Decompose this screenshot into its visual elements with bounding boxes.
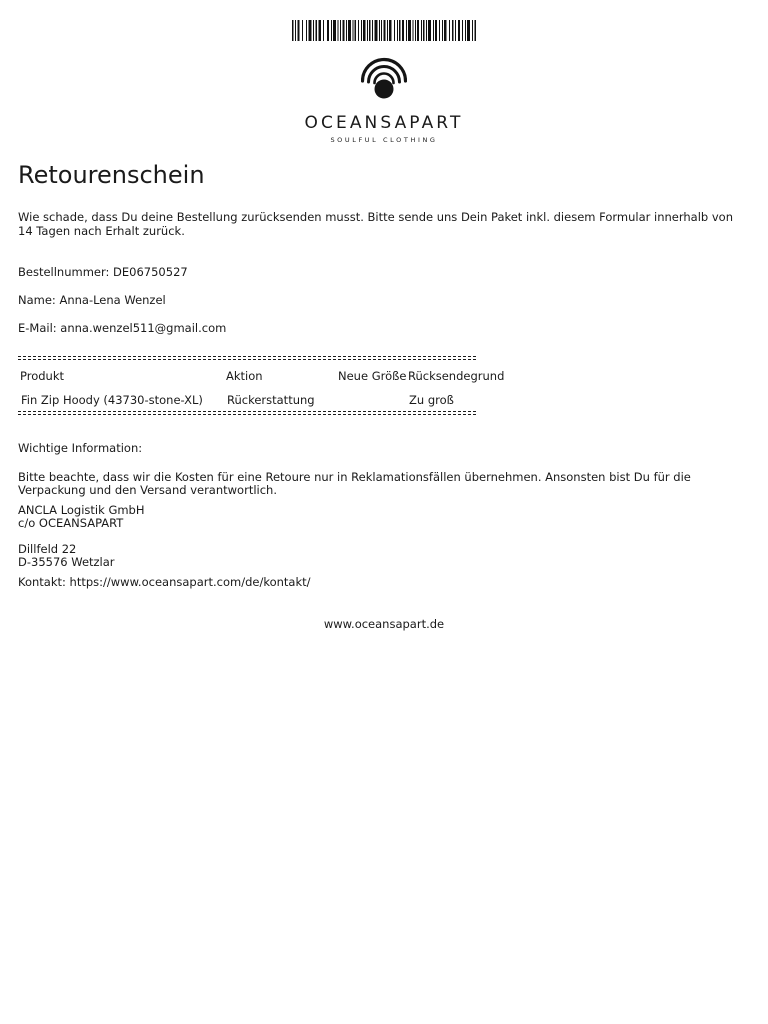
customer-email: E-Mail: anna.wenzel511@gmail.com	[18, 321, 227, 335]
footer-website-link[interactable]: www.oceansapart.de	[323, 617, 445, 631]
document-header	[0, 0, 768, 150]
barcode	[292, 20, 476, 41]
address-care-of: c/o OCEANSAPART	[18, 516, 124, 530]
separator-top-double	[18, 359, 476, 360]
header-product: Produkt	[20, 369, 65, 383]
info-text: Bitte beachte, dass wir die Kosten für eine Retoure nur in Reklamationsfällen übernehmen. Ansonsten bist Du für die Verpackung und den Versand verantwortlich.	[18, 470, 691, 497]
separator-top	[18, 356, 476, 357]
info-heading: Wichtige Information:	[18, 441, 143, 455]
row-product: Fin Zip Hoody (43730-stone-XL)	[21, 393, 203, 407]
order-number: Bestellnummer: DE06750527	[18, 265, 188, 279]
page-title: Retourenschein	[18, 161, 205, 189]
separator-bottom-double	[18, 414, 476, 415]
address-city: D-35576 Wetzlar	[18, 555, 115, 569]
customer-name: Name: Anna-Lena Wenzel	[18, 293, 166, 307]
row-action: Rückerstattung	[227, 393, 315, 407]
header-action: Aktion	[226, 369, 263, 383]
brand-logo-icon	[361, 56, 407, 100]
intro-text: Wie schade, dass Du deine Bestellung zurücksenden musst. Bitte sende uns Dein Paket inkl. diesem Formular innerhalb von 14 Tagen nach Erhalt zurück.	[18, 210, 733, 238]
row-return-reason: Zu groß	[409, 393, 454, 407]
separator-bottom	[18, 411, 476, 412]
header-new-size: Neue Größe	[338, 369, 407, 383]
address-company: ANCLA Logistik GmbH	[18, 503, 145, 517]
address-street: Dillfeld 22	[18, 542, 77, 556]
brand-tagline: SOULFUL CLOTHING	[330, 136, 438, 144]
brand-name: OCEANSAPART	[304, 113, 464, 133]
contact-link[interactable]: Kontakt: https://www.oceansapart.com/de/kontakt/	[18, 575, 311, 589]
header-return-reason: Rücksendegrund	[408, 369, 505, 383]
